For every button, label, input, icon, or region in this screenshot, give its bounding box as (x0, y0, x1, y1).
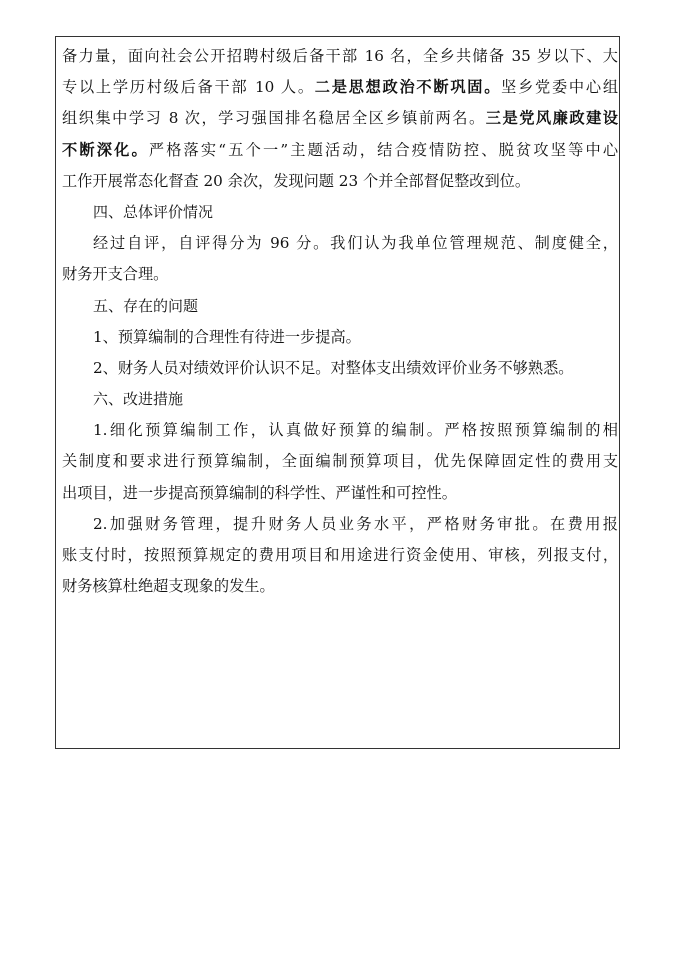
paragraph-line (62, 166, 618, 197)
paragraph-line (62, 322, 618, 353)
paragraph-line (62, 135, 618, 166)
section-heading (62, 291, 618, 322)
text-segment: 2.加强财务管理，提升财务人员业务水平，严格财务审批。在费用报 (93, 514, 618, 533)
paragraph-line (62, 478, 618, 509)
text-segment: 专以上学历村级后备干部 10 人。 (62, 78, 315, 97)
paragraph-line (62, 103, 618, 134)
text-segment: 关制度和要求进行预算编制，全面编制预算项目，优先保障固定性的费用支 (62, 452, 618, 471)
paragraph-line (62, 228, 618, 259)
bold-text: 不断深化。 (62, 140, 149, 159)
text-segment: 六、改进措施 (93, 390, 184, 409)
section-heading (62, 384, 618, 415)
text-segment: 1.细化预算编制工作，认真做好预算的编制。严格按照预算编制的相 (93, 421, 618, 440)
text-segment: 备力量，面向社会公开招聘村级后备干部 16 名，全乡共储备 35 岁以下、大 (62, 47, 618, 65)
paragraph-line (62, 72, 618, 103)
bold-text: 三是党风廉政建设 (485, 109, 618, 128)
text-segment: 出项目，进一步提高预算编制的科学性、严谨性和可控性。 (62, 483, 457, 502)
text-segment: 财务开支合理。 (62, 265, 169, 284)
text-segment: 五、存在的问题 (93, 296, 199, 315)
text-segment: 组织集中学习 8 次，学习强国排名稳居全区乡镇前两名。 (62, 109, 486, 128)
text-segment: 财务核算杜绝超支现象的发生。 (62, 577, 275, 596)
paragraph-line (62, 540, 618, 571)
paragraph-line (62, 41, 618, 72)
text-segment: 工作开展常态化督查 20 余次，发现问题 23 个并全部督促整改到位。 (62, 171, 531, 190)
text-segment: 2、财务人员对绩效评价认识不足。对整体支出绩效评价业务不够熟悉。 (93, 358, 574, 377)
paragraph-line (62, 509, 618, 540)
text-segment: 坚乡党委中心组 (501, 78, 619, 97)
text-segment: 账支付时，按照预算规定的费用项目和用途进行资金使用、审核，列报支付， (62, 546, 618, 564)
section-heading (62, 197, 618, 228)
paragraph-line (62, 259, 618, 290)
text-segment: 1、预算编制的合理性有待进一步提高。 (93, 327, 361, 346)
paragraph-line (62, 353, 618, 384)
paragraph-line (62, 571, 618, 602)
text-segment: 经过自评，自评得分为 96 分。我们认为我单位管理规范、制度健全， (93, 234, 618, 253)
text-segment: 严格落实“五个一”主题活动，结合疫情防控、脱贫攻坚等中心 (148, 140, 619, 159)
text-segment: 四、总体评价情况 (93, 202, 214, 221)
document-body (62, 41, 618, 602)
paragraph-line (62, 415, 618, 446)
bold-text: 二是思想政治不断巩固。 (314, 78, 502, 97)
paragraph-line (62, 446, 618, 477)
